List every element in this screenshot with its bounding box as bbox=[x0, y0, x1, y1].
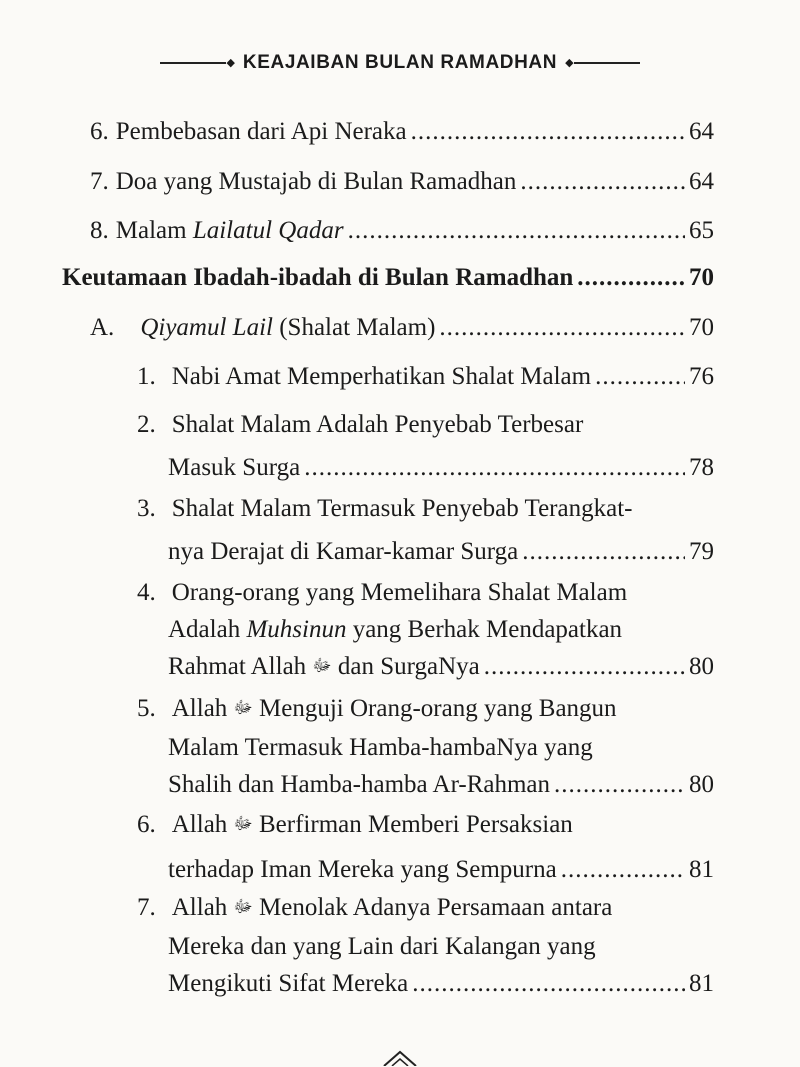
toc-entry[interactable] bbox=[90, 309, 714, 346]
page-number: 79 bbox=[689, 538, 714, 565]
leader-dots bbox=[411, 113, 685, 150]
entry-title-line: Mengikuti Sifat Mereka bbox=[168, 970, 409, 997]
jalla-jalaluhu-glyph: ﷻ bbox=[233, 814, 253, 833]
entry-title: Doa yang Mustajab di Bulan Ramadhan bbox=[115, 168, 517, 195]
entry-title-line: Masuk Surga bbox=[168, 454, 301, 481]
entry-title-line: Adalah Muhsinun yang Berhak Mendapatkan bbox=[168, 616, 623, 643]
leader-dots bbox=[577, 259, 685, 296]
toc-entry[interactable] bbox=[137, 690, 714, 803]
entry-number: 5. bbox=[137, 695, 156, 722]
toc-entry[interactable] bbox=[137, 806, 714, 888]
leader-dots bbox=[412, 965, 685, 1002]
page-number: 65 bbox=[689, 217, 714, 244]
toc-entry[interactable] bbox=[90, 113, 714, 150]
entry-title-line: Mereka dan yang Lain dari Kalangan yang bbox=[168, 933, 596, 960]
bottom-ornament-icon bbox=[382, 1048, 418, 1066]
page-number: 70 bbox=[689, 264, 714, 291]
entry-title: Qiyamul Lail (Shalat Malam) bbox=[140, 314, 436, 341]
page-number: 76 bbox=[689, 363, 714, 390]
jalla-jalaluhu-glyph: ﷻ bbox=[312, 656, 332, 675]
entry-title-line: Shalat Malam Termasuk Penyebab Terangkat- bbox=[171, 495, 633, 522]
header-left-ornament: ◆ bbox=[160, 58, 234, 69]
entry-title-line: Orang-orang yang Memelihara Shalat Malam bbox=[171, 579, 628, 606]
leader-dots bbox=[304, 449, 685, 486]
leader-dots bbox=[439, 309, 685, 346]
entry-title-line: Allah ﷻ Berfirman Memberi Persaksian bbox=[171, 811, 573, 838]
leader-dots bbox=[484, 648, 685, 685]
entry-title-line: nya Derajat di Kamar-kamar Surga bbox=[168, 538, 519, 565]
entry-title-line: Allah ﷻ Menguji Orang-orang yang Bangun bbox=[171, 695, 617, 722]
page-number: 81 bbox=[689, 856, 714, 883]
entry-number: 6. bbox=[90, 118, 109, 145]
leader-dots bbox=[520, 163, 685, 200]
entry-title-line: Malam Termasuk Hamba-hambaNya yang bbox=[168, 734, 593, 761]
leader-dots bbox=[595, 358, 685, 395]
page-number: 80 bbox=[689, 653, 714, 680]
entry-number: 1. bbox=[137, 363, 156, 390]
entry-title-line: Allah ﷻ Menolak Adanya Persamaan antara bbox=[171, 894, 613, 921]
page-number: 64 bbox=[689, 118, 714, 145]
entry-number: 3. bbox=[137, 495, 156, 522]
section-title: Keutamaan Ibadah-ibadah di Bulan Ramadhan bbox=[62, 264, 574, 291]
page-number: 70 bbox=[689, 314, 714, 341]
jalla-jalaluhu-glyph: ﷻ bbox=[233, 897, 253, 916]
entry-number: 4. bbox=[137, 579, 156, 606]
toc-entry[interactable] bbox=[137, 889, 714, 1002]
entry-number: 8. bbox=[90, 217, 109, 244]
entry-title-line: Rahmat Allah ﷻ dan SurgaNya bbox=[168, 653, 480, 680]
toc-entry[interactable] bbox=[90, 163, 714, 200]
toc-entry[interactable] bbox=[137, 358, 714, 395]
toc-entry[interactable] bbox=[90, 212, 714, 249]
entry-number: 7. bbox=[90, 168, 109, 195]
entry-number: 6. bbox=[137, 811, 156, 838]
leader-dots bbox=[561, 851, 685, 888]
entry-title-line: Shalih dan Hamba-hamba Ar-Rahman bbox=[168, 771, 551, 798]
entry-number: 2. bbox=[137, 411, 156, 438]
leader-dots bbox=[554, 766, 685, 803]
page-number: 80 bbox=[689, 771, 714, 798]
entry-title: Pembebasan dari Api Neraka bbox=[115, 118, 407, 145]
toc-entry[interactable] bbox=[137, 406, 714, 486]
leader-dots bbox=[522, 533, 685, 570]
toc-entry[interactable] bbox=[137, 574, 714, 687]
page-number: 81 bbox=[689, 970, 714, 997]
jalla-jalaluhu-glyph: ﷻ bbox=[233, 698, 253, 717]
entry-title: Malam Lailatul Qadar bbox=[115, 217, 344, 244]
toc-entry[interactable] bbox=[137, 490, 714, 570]
entry-title-line: Shalat Malam Adalah Penyebab Terbesar bbox=[171, 411, 584, 438]
entry-number: 7. bbox=[137, 894, 156, 921]
book-title: KEAJAIBAN BULAN RAMADHAN bbox=[242, 52, 558, 73]
leader-dots bbox=[348, 212, 685, 249]
entry-title: Nabi Amat Memperhatikan Shalat Malam bbox=[171, 363, 592, 390]
toc-section-heading[interactable] bbox=[62, 259, 714, 296]
entry-number: A. bbox=[90, 314, 115, 341]
header-right-ornament: ◆ bbox=[565, 58, 639, 69]
page-number: 64 bbox=[689, 168, 714, 195]
entry-title-line: terhadap Iman Mereka yang Sempurna bbox=[168, 856, 557, 883]
page-number: 78 bbox=[689, 454, 714, 481]
